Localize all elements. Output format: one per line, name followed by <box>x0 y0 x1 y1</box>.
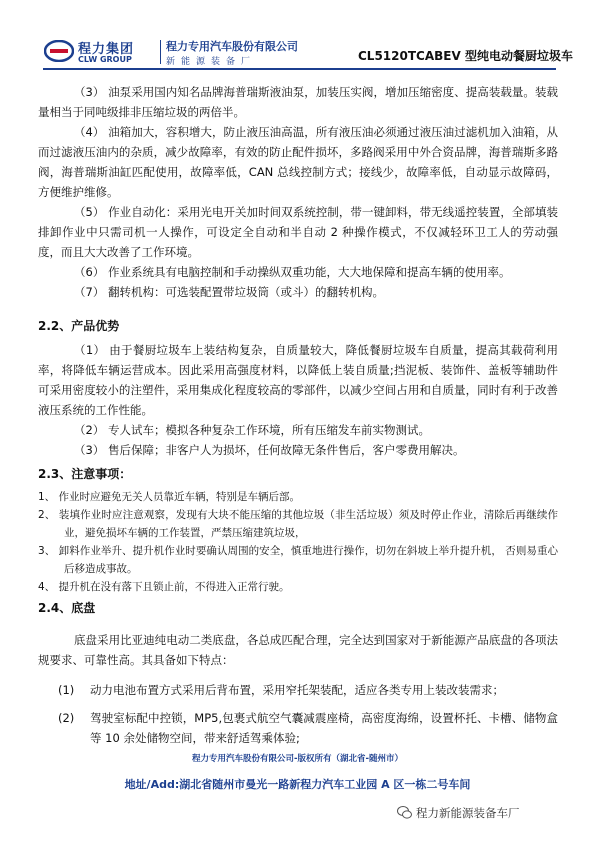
advantages-section <box>38 316 558 460</box>
section-heading: 2.4、底盘 <box>38 601 96 615</box>
chassis-item-text: 驾驶室标配中控锁，MP5,包裹式航空气囊减震座椅，高密度海绵，设置杯托、卡槽、储物盒等 10 余处储物空间，带来舒适驾乘体验; <box>90 711 558 745</box>
company-name: 程力专用汽车股份有限公司 <box>166 40 298 53</box>
feature-item: （4） 油箱加大，容积增大，防止液压油高温，所有液压油必须通过液压油过滤机加入油箱，从而过滤液压油内的杂质，减少故障率，有效的防止配件损坏，多路阀采用中外合资品牌，海普瑞斯多路阀，海普瑞斯油缸匹配使用，故障率低，CAN 总线控制方式；接线少，故障率低，自动显示故障码，方便维护维修。 <box>38 125 558 199</box>
chassis-item <box>38 708 558 748</box>
feature-item: （3） 油泵采用国内知名品牌海普瑞斯液油泵，加装压实阀，增加压缩密度、提高装载量。装载量相当于同吨级排非压缩垃圾的两倍半。 <box>38 85 558 119</box>
chassis-item-number: (1) <box>58 683 75 697</box>
footer-copyright: 程力专用汽车股份有限公司-版权所有（湖北省-随州市） <box>191 754 404 764</box>
chassis-intro: 底盘采用比亚迪纯电动二类底盘，各总成匹配合理，完全达到国家对于新能源产品底盘的各项法规要求、可靠性高。其具备如下特点： <box>38 633 558 667</box>
wechat-icon <box>397 805 412 820</box>
features-section <box>38 82 558 302</box>
brand-name-cn: 程力集团 <box>78 42 135 57</box>
advantage-item: （2） 专人试车；模拟各种复杂工作环境，所有压缩发车前实物测试。 <box>74 423 430 437</box>
note-item: 2、 装填作业时应注意观察，发现有大块不能压缩的其他垃圾（非生活垃圾）须及时停止作业，清除后再继续作业，避免损坏车辆的工作装置，严禁压缩建筑垃圾， <box>38 509 558 539</box>
feature-item: （6） 作业系统具有电脑控制和手动操纵双重功能，大大地保障和提高车辆的使用率。 <box>74 265 511 279</box>
brand-name-en: CLW GROUP <box>78 55 132 64</box>
advantage-item: （1） 由于餐厨垃圾车上装结构复杂，自质量较大，降低餐厨垃圾车自质量，提高其载荷利用率，将降低车辆运营成本。因此采用高强度材料，以降低上装自质量;挡泥板、装饰件、盖板等辅助件可采用密度较小的注塑件，采用集成化程度较高的零部件，以减少空间占用和自质量，同时有利于改善液压系统的工作性能。 <box>38 343 558 417</box>
vehicle-model: CL5120TCABEV 型纯电动餐厨垃圾车 <box>358 49 573 63</box>
clw-logo-icon <box>44 40 74 62</box>
advantage-item: （3） 售后保障；非客户人为损坏，任何故障无条件售后，客户零费用解决。 <box>74 443 465 457</box>
header-divider <box>160 40 161 64</box>
note-item: 3、 卸料作业举升、提升机作业时要确认周围的安全，慎重地进行操作，切勿在斜坡上举升提升机， 否则易重心后移造成事故。 <box>38 545 558 575</box>
chassis-section <box>38 598 558 748</box>
note-item: 4、 提升机在没有落下且锁止前，不得进入正常行驶。 <box>38 581 290 593</box>
note-item: 1、 作业时应避免无关人员靠近车辆，特别是车辆后部。 <box>38 491 301 503</box>
feature-item: （7） 翻转机构：可选装配置带垃圾筒（或斗）的翻转机构。 <box>74 285 384 299</box>
notes-section <box>38 464 558 596</box>
company-subtitle: 新能源装备厂 <box>166 57 257 67</box>
watermark-text: 程力新能源装备车厂 <box>416 806 520 820</box>
header-rule <box>43 68 556 70</box>
footer-address: 地址/Add:湖北省随州市曼光一路新程力汽车工业园 A 区一栋二号车间 <box>124 778 471 791</box>
chassis-item <box>38 680 558 700</box>
section-heading: 2.2、产品优势 <box>38 319 120 333</box>
chassis-item-text: 动力电池布置方式采用后背布置，采用窄托架装配，适应各类专用上装改装需求； <box>90 683 504 697</box>
section-heading: 2.3、注意事项： <box>38 467 132 481</box>
feature-item: （5） 作业自动化：采用光电开关加时间双系统控制，带一键卸料，带无线遥控装置，全部填装排卸作业中只需司机一人操作，可设定全自动和半自动 2 种操作模式，不仅减轻环卫工人的劳动强度，而且大大改善了工作环境。 <box>38 205 558 259</box>
chassis-item-number: (2) <box>58 711 75 725</box>
